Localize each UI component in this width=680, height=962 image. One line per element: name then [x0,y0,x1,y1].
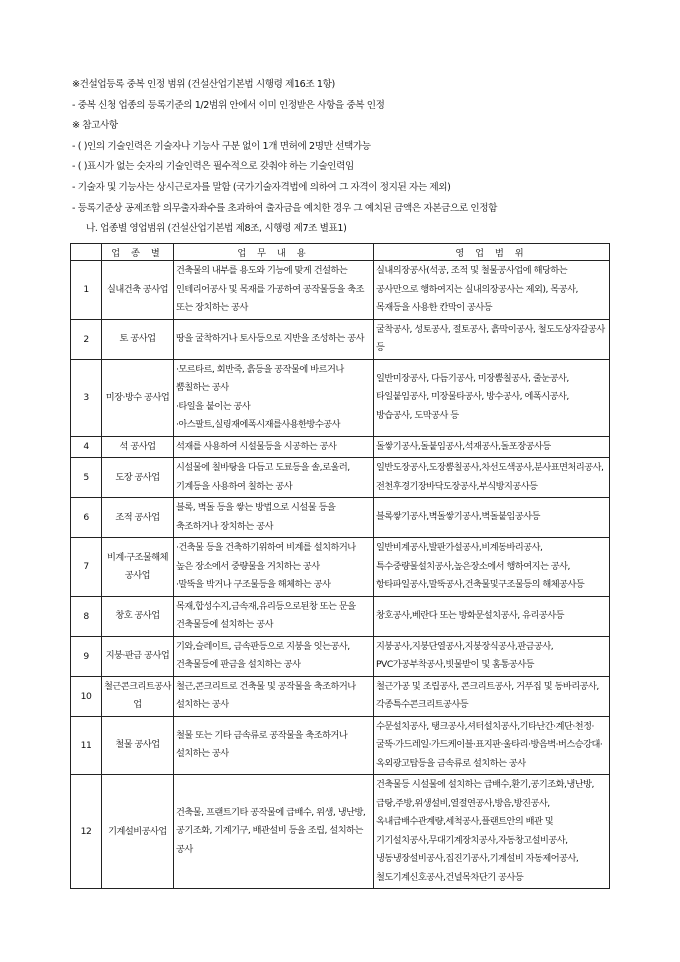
table-body [71,261,610,889]
work-content-cell [174,775,374,889]
row-number: 9 [71,636,102,676]
row-number: 11 [71,716,102,775]
table-row [71,319,610,359]
table-row [71,716,610,775]
business-scope-cell: 실내의장공사(석공, 조적 및 철물공사업에 해당하는 공사만으로 행하여지는 실내의장공사는 제외), 목공사, 목재등을 사용한 칸막이 공사등 [374,261,610,320]
table-row [71,775,610,889]
row-number: 1 [71,261,102,320]
work-content-cell [174,596,374,636]
work-content-line: 블록, 벽돌 등을 쌓는 방법으로 시설물 등을 축조하거나 장치하는 공사 [176,502,336,532]
work-content-cell [174,676,374,716]
row-number: 3 [71,359,102,436]
work-content-cell [174,436,374,458]
row-number: 2 [71,319,102,359]
work-content-cell [174,458,374,498]
table-row [71,596,610,636]
business-scope-cell: 건축물등 시설물에 설치하는 급배수,환기,공기조화,냉난방,급탕,주방,위생설비,열절연공사,방음,방진공사,옥내급배수관계량,세척공사,플랜트안의 배관 및 기기설치공사,무대기계장치공사,자동창고설비공사,냉동냉장설비공사,집진기공사,기계설비 자동제어공사,철도기계신호공사,건널목차단기 공사등 [374,775,610,889]
work-content-cell [174,538,374,597]
work-content-line: ·말뚝을 박거나 구조물등을 해체하는 공사 [176,579,331,590]
table-row [71,676,610,716]
business-type-cell: 비계·구조물해체 공사업 [102,538,174,597]
business-scope-cell: 창호공사,베란다 또는 방화문설치공사, 유리공사등 [374,596,610,636]
table-row [71,261,610,320]
note-line: - 기술자 및 기능사는 상시근로자를 말함 (국가기술자격법에 의하여 그 자격이 정지된 자는 제외) [72,181,451,193]
work-content-line: 건축물의 내부를 용도와 기능에 맞게 건설하는 인테리어공사 및 목재를 가공하여 공작물등을 축조 또는 장치하는 공사 [176,265,364,313]
business-scope-cell: 철근가공 및 조립공사, 콘크리트공사, 거푸집 및 동바리공사, 각종특수콘크리트공사등 [374,676,610,716]
note-line: ※ 참고사항 [72,120,118,132]
work-content-line: 기와,슬레이트, 금속판등으로 지붕을 잇는공사, 건축물등에 판금을 설치하는 공사 [176,640,350,670]
table-row [71,436,610,458]
business-type-cell: 철근콘크리트공사업 [102,676,174,716]
business-scope-table [70,243,610,889]
row-number: 7 [71,538,102,597]
business-scope-cell: 굴착공사, 성토공사, 절토공사, 흙막이공사, 철도도상자갈공사 등 [374,319,610,359]
work-content-cell [174,261,374,320]
business-type-cell: 기계설비공사업 [102,775,174,889]
business-type-cell: 도장 공사업 [102,458,174,498]
business-scope-cell: 지붕공사,지붕단열공사,지붕장식공사,판금공사, PVC가공부착공사,빗물받이 및 홈통공사등 [374,636,610,676]
header-business-scope: 영 업 범 위 [374,244,610,261]
row-number: 4 [71,436,102,458]
business-scope-cell: 일반비계공사,발판가설공사,비계동바리공사,특수중량물설치공사,높은장소에서 행하여지는 공사,항타파일공사,말뚝공사,건축물및구조물등의 해체공사등 [374,538,610,597]
business-type-cell: 실내건축 공사업 [102,261,174,320]
business-type-cell: 철물 공사업 [102,716,174,775]
work-content-cell [174,498,374,538]
work-content-cell [174,359,374,436]
work-content-line: 건축물, 프랜트기타 공작물에 급배수, 위생, 냉난방, 공기조화, 기계기구, 배관설비 등을 조립, 설치하는 공사 [176,806,366,855]
header-work-content: 업 무 내 용 [174,244,374,261]
business-type-cell: 미장·방수 공사업 [102,359,174,436]
work-content-line: 석재를 사용하여 시설물등을 시공하는 공사 [176,440,337,452]
work-content-line: 철근,콘크리트로 건축물 및 공작물을 축조하거나 설치하는 공사 [176,680,356,710]
notes-section [72,78,632,243]
business-type-cell: 조적 공사업 [102,498,174,538]
work-content-cell [174,716,374,775]
business-type-cell: 석 공사업 [102,436,174,458]
row-number: 8 [71,596,102,636]
table-row [71,636,610,676]
row-number: 10 [71,676,102,716]
header-business-type: 업 종 별 [102,244,174,261]
row-number: 12 [71,775,102,889]
table-row [71,498,610,538]
note-line: - 중복 신청 업종의 등록기준의 1/2범위 안에서 이미 인정받은 사항을 중복 인정 [72,99,385,111]
note-line: - ( )인의 기술인력은 기술자나 기능사 구분 없이 1개 면허에 2명만 선택가능 [72,140,371,152]
note-line: ※건설업등록 중복 인정 범위 (건설산업기본법 시행령 제16조 1항) [72,79,335,90]
business-scope-cell: 일반미장공사, 다듬기공사, 미장뿜칠공사, 줄눈공사, 타일붙임공사, 미장물타공사, 방수공사, 에폭시공사, 방습공사, 도막공사 등 [374,359,610,436]
work-content-line: 땅을 굴착하거나 토사등으로 지반을 조성하는 공사 [176,332,364,344]
section-title: 나. 업종별 영업범위 (건설산업기본법 제8조, 시행령 제7조 별표1) [86,223,347,235]
work-content-cell [174,636,374,676]
header-no [71,244,102,261]
business-type-cell: 지붕·판금 공사업 [102,636,174,676]
work-content-line: ·아스팔트,실링재에폭시재를사용한방수공사 [176,419,340,430]
row-number: 5 [71,458,102,498]
note-line: - 등록기준상 공제조합 의무출자좌수를 초과하여 출자금을 예치한 경우 그 예치된 금액은 자본금으로 인정함 [72,202,498,214]
work-content-line: ·타일을 붙이는 공사 [176,400,251,412]
business-scope-cell: 수문설치공사, 탱크공사,셔터설치공사,기타난간·계단·천정·굴뚝·가드레일·가드케이블·표지판·울타리·방음벽·버스승강대·옥외광고탑등을 금속류로 설치하는 공사 [374,716,610,775]
work-content-line: 철물 또는 기타 금속류로 공작물을 축조하거나 설치하는 공사 [176,729,348,760]
work-content-line: 시설물에 칠바탕을 다듬고 도료등을 솔,로울러,기계등을 사용하여 칠하는 공사 [176,462,350,492]
work-content-line: ·모르타르, 회반죽, 흙등을 공작물에 바르거나 뿜칠하는 공사 [176,363,344,393]
table-row [71,538,610,597]
business-scope-cell: 돌쌓기공사,돌붙임공사,석재공사,돌포장공사등 [374,436,610,458]
business-type-cell: 토 공사업 [102,319,174,359]
table-row [71,359,610,436]
business-type-cell: 창호 공사업 [102,596,174,636]
work-content-cell [174,319,374,359]
note-line: - ( )표시가 없는 숫자의 기술인력은 필수적으로 갖춰야 하는 기술인력임 [72,161,354,173]
business-scope-cell: 일반도장공사,도장뿜칠공사,차선도색공사,분사표면처리공사,전천후경기장바닥도장공사,부식방지공사등 [374,458,610,498]
work-content-line: 목재,합성수지,금속재,유리등으로된창 또는 문을 건축물등에 설치하는 공사 [176,600,356,630]
table-header-row [71,244,610,261]
business-scope-cell: 블록쌓기공사,벽돌쌓기공사,벽돌붙임공사등 [374,498,610,538]
table-row [71,458,610,498]
work-content-line: ·건축물 등을 건축하기위하여 비계를 설치하거나 높은 장소에서 중량물을 거치하는 공사 [176,542,356,572]
row-number: 6 [71,498,102,538]
